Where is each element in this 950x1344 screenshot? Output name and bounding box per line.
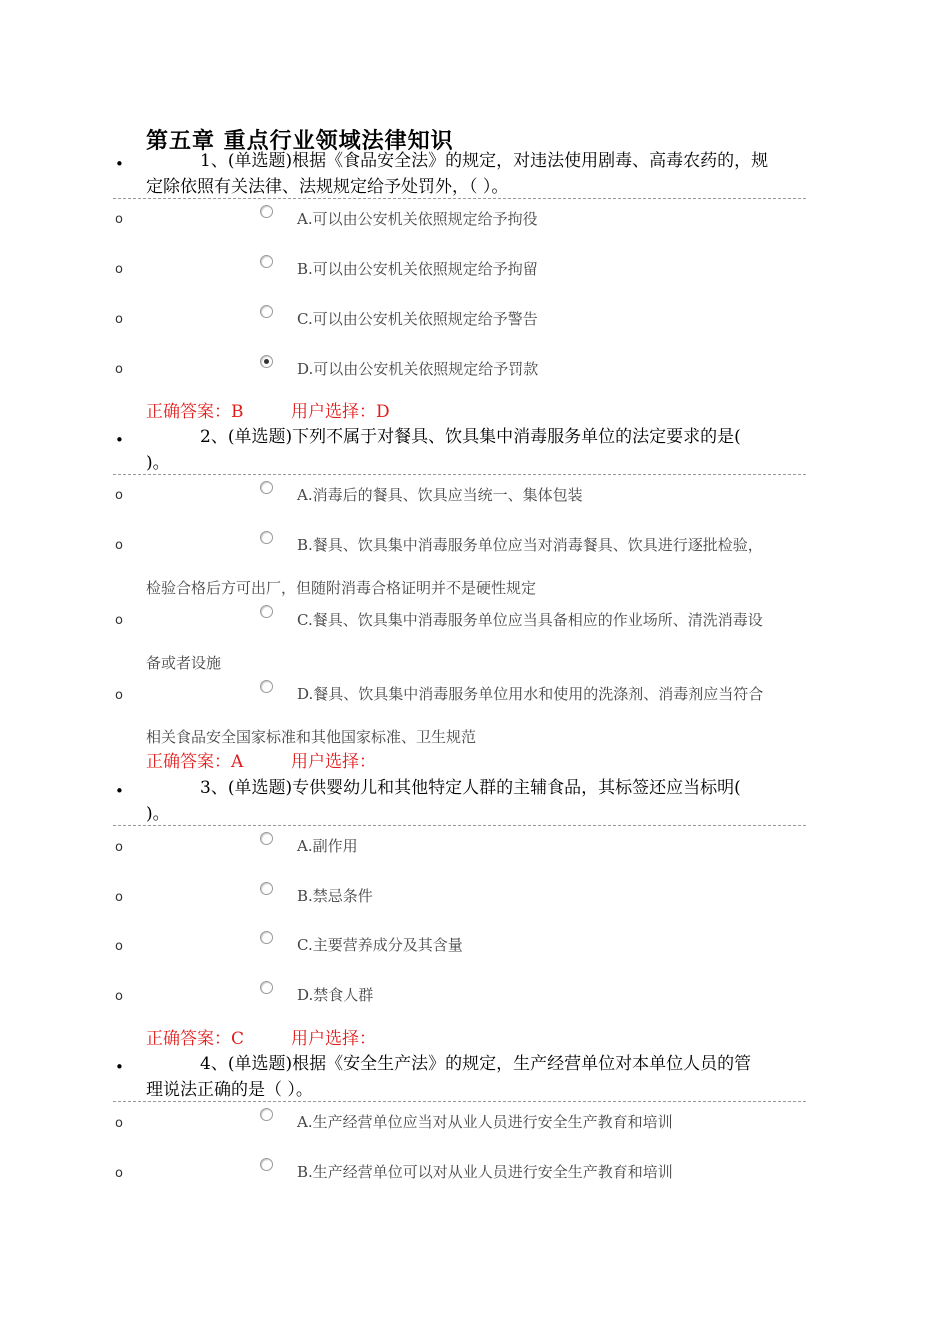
question-text-line1: 2、(单选题)下列不属于对餐具、饮具集中消毒服务单位的法定要求的是( xyxy=(200,427,741,447)
option-marker: o xyxy=(115,1166,123,1181)
question-bullet: • xyxy=(115,1058,124,1076)
radio-option-c[interactable] xyxy=(260,305,273,318)
radio-option-a[interactable] xyxy=(260,481,273,494)
radio-option-c[interactable] xyxy=(260,931,273,944)
radio-option-a[interactable] xyxy=(260,832,273,845)
option-c-label: C.餐具、饮具集中消毒服务单位应当具备相应的作业场所、清洗消毒设 xyxy=(297,611,763,629)
question-text-line1: 1、(单选题)根据《食品安全法》的规定，对违法使用剧毒、高毒农药的，规 xyxy=(200,151,769,171)
option-marker: o xyxy=(115,538,123,553)
option-marker: o xyxy=(115,1116,123,1131)
option-a-label: A.可以由公安机关依照规定给予拘役 xyxy=(297,210,538,228)
divider xyxy=(113,474,806,475)
option-b-label: B.生产经营单位可以对从业人员进行安全生产教育和培训 xyxy=(297,1163,673,1181)
option-marker: o xyxy=(115,212,123,227)
correct-answer: 正确答案：B xyxy=(146,402,244,422)
radio-option-c[interactable] xyxy=(260,605,273,618)
radio-option-a[interactable] xyxy=(260,205,273,218)
option-a-label: A.副作用 xyxy=(297,837,358,855)
radio-option-d[interactable] xyxy=(260,981,273,994)
radio-selected-dot xyxy=(264,359,269,364)
question-text-line1: 3、(单选题)专供婴幼儿和其他特定人群的主辅食品，其标签还应当标明( xyxy=(200,778,741,798)
user-choice: 用户选择：D xyxy=(291,402,390,422)
radio-option-d[interactable] xyxy=(260,680,273,693)
option-a-label: A.生产经营单位应当对从业人员进行安全生产教育和培训 xyxy=(297,1113,673,1131)
radio-option-b[interactable] xyxy=(260,255,273,268)
option-marker: o xyxy=(115,840,123,855)
correct-answer: 正确答案：A xyxy=(146,752,244,772)
option-marker: o xyxy=(115,262,123,277)
question-text-line2: )。 xyxy=(146,453,170,473)
option-marker: o xyxy=(115,890,123,905)
question-text-line1: 4、(单选题)根据《安全生产法》的规定，生产经营单位对本单位人员的管 xyxy=(200,1054,752,1074)
user-choice: 用户选择： xyxy=(291,1029,376,1049)
divider xyxy=(113,1101,806,1102)
question-bullet: • xyxy=(115,431,124,449)
option-marker: o xyxy=(115,688,123,703)
radio-option-a[interactable] xyxy=(260,1108,273,1121)
option-marker: o xyxy=(115,613,123,628)
question-bullet: • xyxy=(115,782,124,800)
question-text-line2: 理说法正确的是（ ）。 xyxy=(146,1080,313,1100)
option-c-label-cont: 备或者设施 xyxy=(146,654,222,672)
option-b-label: B.可以由公安机关依照规定给予拘留 xyxy=(297,260,538,278)
option-c-label: C.可以由公安机关依照规定给予警告 xyxy=(297,310,538,328)
option-d-label: D.餐具、饮具集中消毒服务单位用水和使用的洗涤剂、消毒剂应当符合 xyxy=(297,685,764,703)
divider xyxy=(113,198,806,199)
option-marker: o xyxy=(115,989,123,1004)
option-marker: o xyxy=(115,939,123,954)
radio-option-b[interactable] xyxy=(260,1158,273,1171)
option-d-label-cont: 相关食品安全国家标准和其他国家标准、卫生规范 xyxy=(146,728,477,746)
radio-option-b[interactable] xyxy=(260,882,273,895)
correct-answer: 正确答案：C xyxy=(146,1029,245,1049)
question-text-line2: 定除依照有关法律、法规规定给予处罚外，（ ）。 xyxy=(146,177,509,197)
option-b-label: B.禁忌条件 xyxy=(297,887,373,905)
option-d-label: D.禁食人群 xyxy=(297,986,374,1004)
option-b-label-cont: 检验合格后方可出厂，但随附消毒合格证明并不是硬性规定 xyxy=(146,579,537,597)
option-d-label: D.可以由公安机关依照规定给予罚款 xyxy=(297,360,539,378)
chapter-title: 第五章 重点行业领域法律知识 xyxy=(146,128,454,154)
option-a-label: A.消毒后的餐具、饮具应当统一、集体包装 xyxy=(297,486,583,504)
option-marker: o xyxy=(115,488,123,503)
option-c-label: C.主要营养成分及其含量 xyxy=(297,936,463,954)
user-choice: 用户选择： xyxy=(291,752,376,772)
option-b-label: B.餐具、饮具集中消毒服务单位应当对消毒餐具、饮具进行逐批检验， xyxy=(297,536,763,554)
option-marker: o xyxy=(115,312,123,327)
radio-option-b[interactable] xyxy=(260,531,273,544)
divider xyxy=(113,825,806,826)
radio-option-d-selected[interactable] xyxy=(260,355,273,368)
question-text-line2: )。 xyxy=(146,804,170,824)
question-bullet: • xyxy=(115,155,124,173)
option-marker: o xyxy=(115,362,123,377)
